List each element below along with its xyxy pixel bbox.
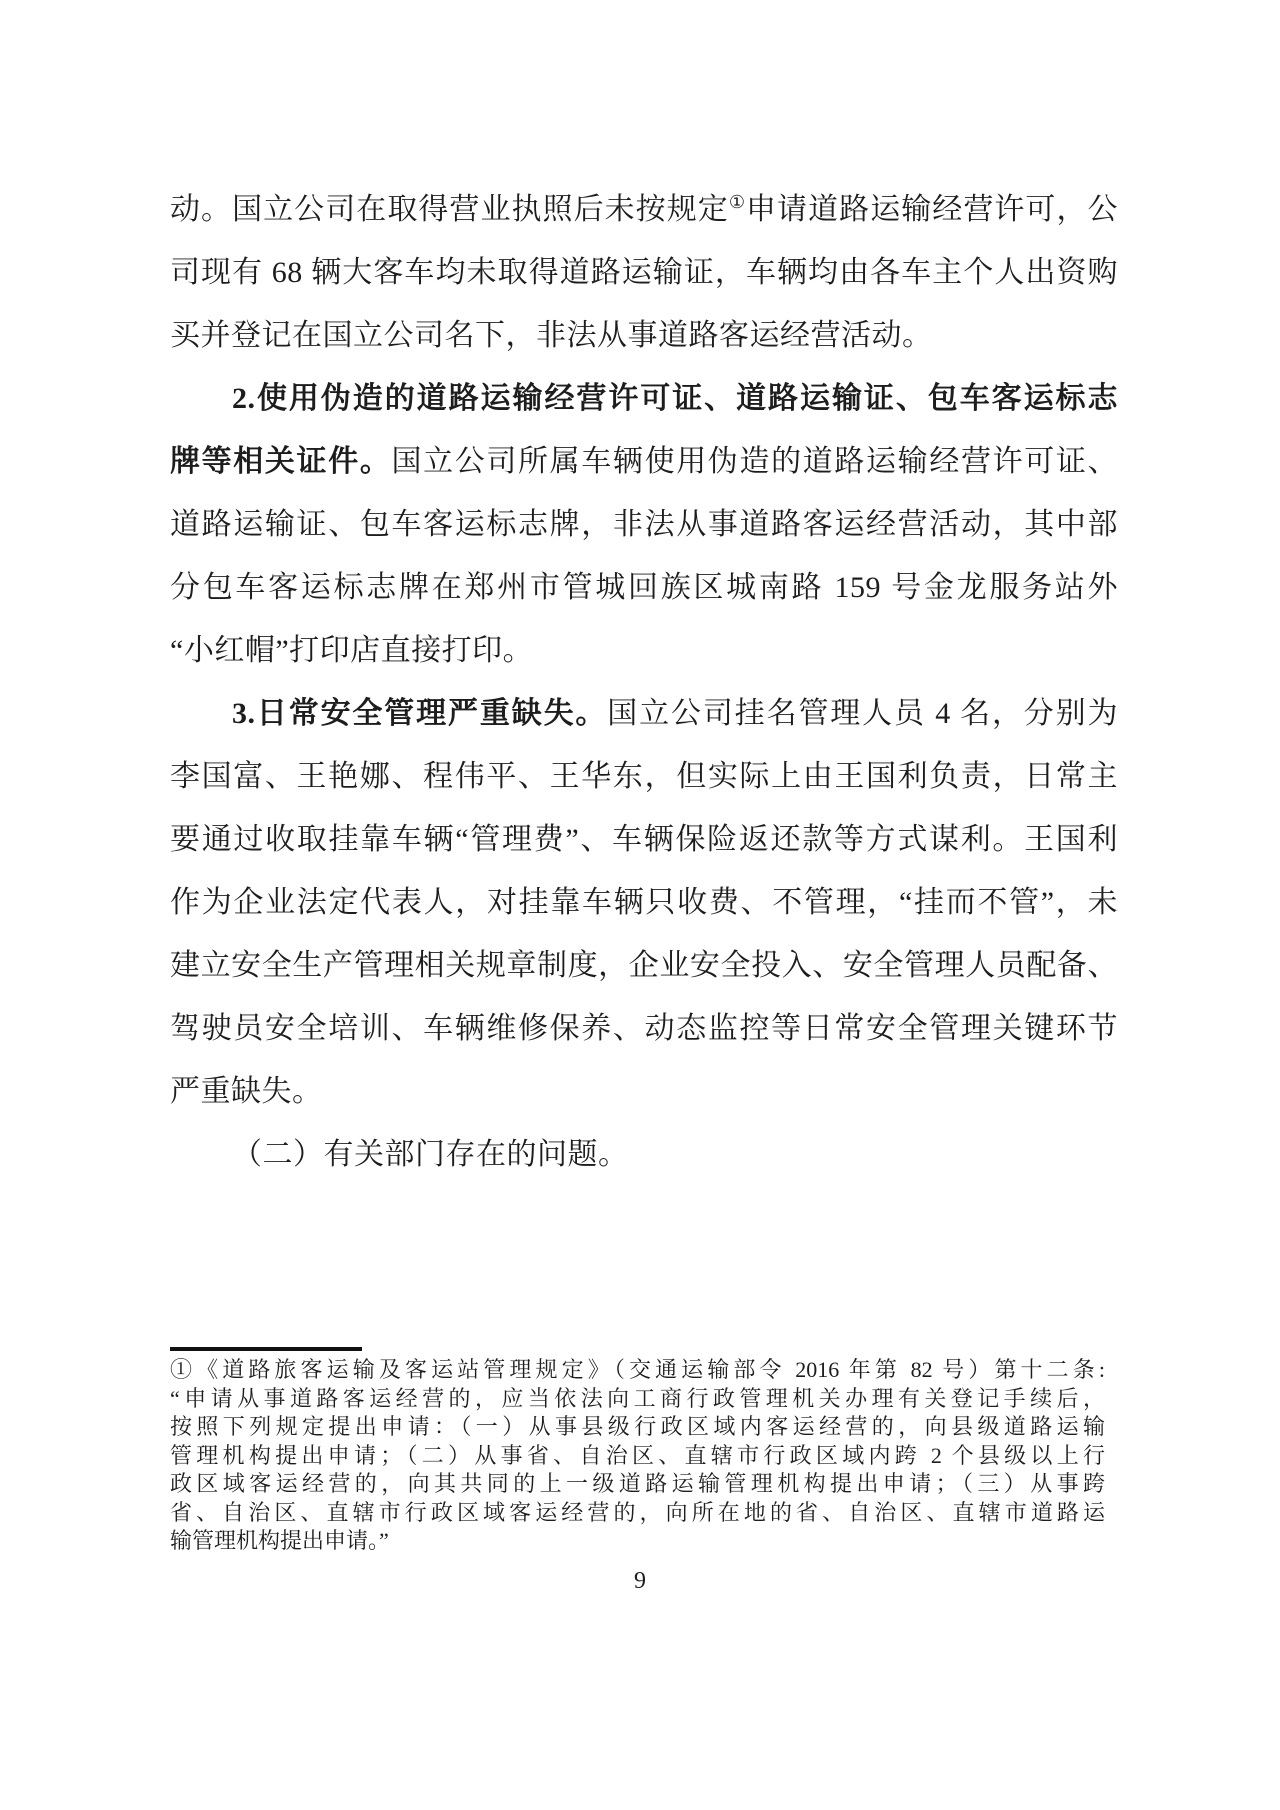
body-line: 要通过收取挂靠车辆“管理费”、车辆保险返还款等方式谋利。王国利 xyxy=(170,823,1118,856)
body-line-text: 国立公司所属车辆使用伪造的道路运输经营许可证、 xyxy=(391,445,1118,478)
footnote xyxy=(170,1356,1105,1556)
body-line: 建立安全生产管理相关规章制度，企业安全投入、安全管理人员配备、 xyxy=(170,949,1118,982)
heading-bold-text: 牌等相关证件。 xyxy=(170,445,392,478)
body-line-text: 申请道路运输经营许可，公 xyxy=(746,193,1118,226)
footnote-line: 政区域客运经营的，向其共同的上一级道路运输管理机构提出申请；（三）从事跨 xyxy=(170,1471,1105,1496)
body-line: 司现有 68 辆大客车均未取得道路运输证，车辆均由各车主个人出资购 xyxy=(170,256,1118,289)
footnote-line: “申请从事道路客运经营的，应当依法向工商行政管理机关办理有关登记手续后， xyxy=(170,1385,1105,1411)
footnote-line: 省、自治区、直辖市行政区域客运经营的，向所在地的省、自治区、直辖市道路运 xyxy=(170,1499,1105,1525)
body-line: 道路运输证、包车客运标志牌，非法从事道路客运经营活动，其中部 xyxy=(170,508,1118,541)
heading-bold-text: 3.日常安全管理严重缺失。 xyxy=(232,697,608,730)
body-line: （二）有关部门存在的问题。 xyxy=(232,1138,629,1171)
body-line: 作为企业法定代表人，对挂靠车辆只收费、不管理，“挂而不管”，未 xyxy=(170,886,1118,919)
page-number: 9 xyxy=(634,1568,646,1594)
body-line: 严重缺失。 xyxy=(170,1075,323,1108)
heading-bold-text: 2.使用伪造的道路运输经营许可证、道路运输证、包车客运标志 xyxy=(232,382,1118,415)
body-line xyxy=(170,367,1118,430)
body-line xyxy=(170,430,1118,493)
body-line-text: 动。国立公司在取得营业执照后未按规定 xyxy=(170,193,729,226)
footnote-line: ①《道路旅客运输及客运站管理规定》（交通运输部令 2016 年第 82 号）第十二条: xyxy=(170,1357,1105,1382)
footnote-ref-mark: ① xyxy=(728,192,747,212)
body-line: 驾驶员安全培训、车辆维修保养、动态监控等日常安全管理关键环节 xyxy=(170,1012,1118,1045)
footnote-line: 按照下列规定提出申请：（一）从事县级行政区域内客运经营的，向县级道路运输 xyxy=(170,1414,1105,1439)
body-text xyxy=(170,178,1118,1186)
body-line: 买并登记在国立公司名下，非法从事道路客运经营活动。 xyxy=(170,319,933,352)
body-line: 分包车客运标志牌在郑州市管城回族区城南路 159 号金龙服务站外 xyxy=(170,571,1118,604)
body-line-text: 国立公司挂名管理人员 4 名，分别为 xyxy=(607,697,1118,730)
footnote-line: 输管理机构提出申请。” xyxy=(170,1528,389,1553)
body-line xyxy=(170,682,1118,745)
footnote-separator xyxy=(170,1347,362,1351)
body-line: 李国富、王艳娜、程伟平、王华东，但实际上由王国利负责，日常主 xyxy=(170,760,1118,793)
body-line xyxy=(170,178,1118,241)
footnote-line: 管理机构提出申请；（二）从事省、自治区、直辖市行政区域内跨 2 个县级以上行 xyxy=(170,1442,1105,1468)
body-line: “小红帽”打印店直接打印。 xyxy=(170,634,534,667)
